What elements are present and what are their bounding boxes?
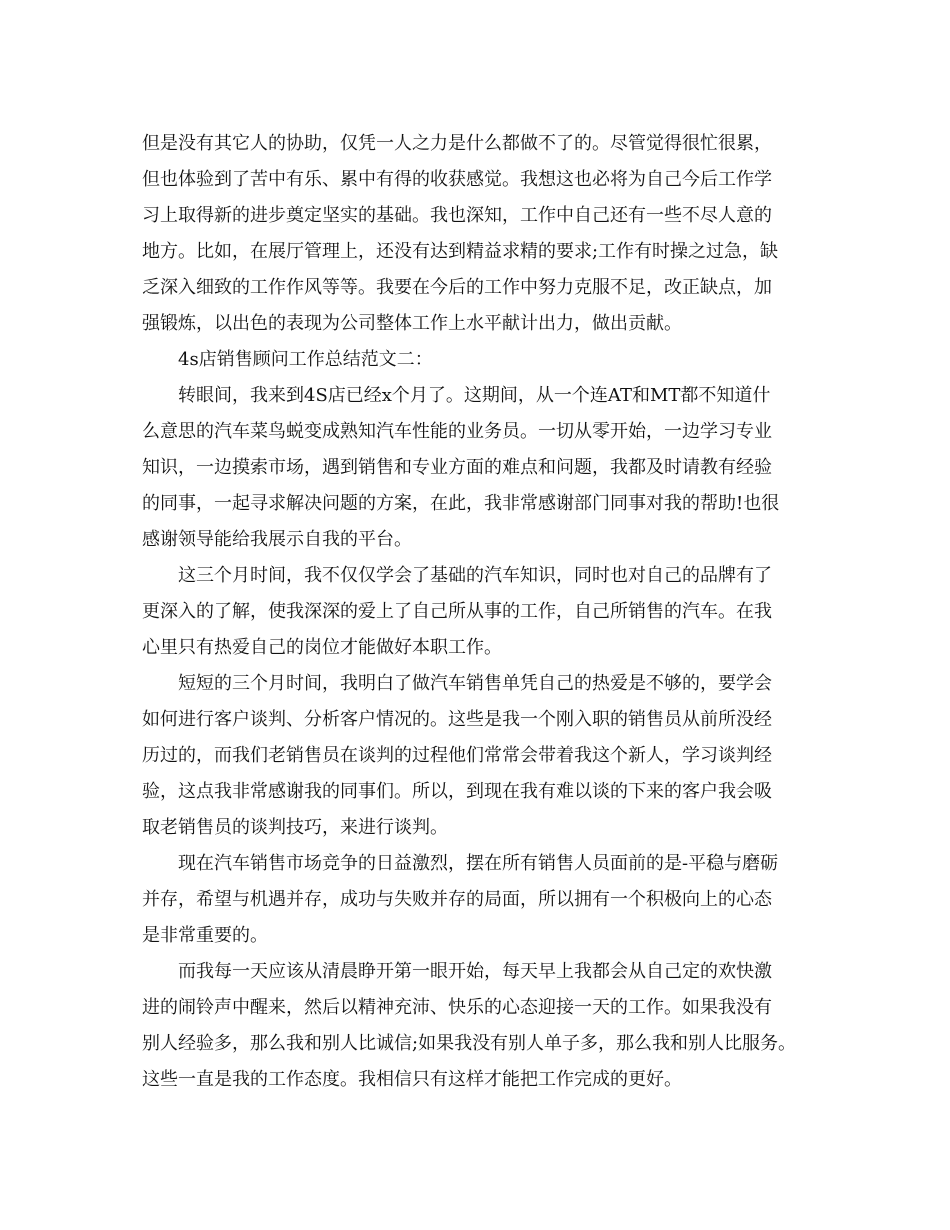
text-line: 强锻炼，以出色的表现为公司整体工作上水平献计出力，做出贡献。 (142, 313, 682, 334)
text-line: 知识，一边摸索市场，遇到销售和专业方面的难点和问题，我都及时请教有经验 (142, 457, 772, 478)
text-line: 乏深入细致的工作作风等等。我要在今后的工作中努力克服不足，改正缺点，加 (142, 277, 772, 298)
text-line: 么意思的汽车菜鸟蜕变成熟知汽车性能的业务员。一切从零开始，一边学习专业 (142, 421, 772, 442)
text-line: 别人经验多，那么我和别人比诚信;如果我没有别人单子多，那么我和别人比服务。 (142, 1033, 797, 1054)
text-line: 并存，希望与机遇并存，成功与失败并存的局面，所以拥有一个积极向上的心态 (142, 889, 772, 910)
text-line: 习上取得新的进步奠定坚实的基础。我也深知，工作中自己还有一些不尽人意的 (142, 205, 772, 226)
text-line: 心里只有热爱自己的岗位才能做好本职工作。 (142, 637, 502, 658)
text-line: 进的闹铃声中醒来，然后以精神充沛、快乐的心态迎接一天的工作。如果我没有 (142, 997, 772, 1018)
text-line: 转眼间，我来到4S店已经x个月了。这期间，从一个连AT和MT都不知道什 (178, 385, 771, 406)
text-line: 短短的三个月时间，我明白了做汽车销售单凭自己的热爱是不够的，要学会 (178, 673, 772, 694)
text-line: 4s店销售顾问工作总结范文二： (178, 349, 433, 370)
text-line: 但也体验到了苦中有乐、累中有得的收获感觉。我想这也必将为自己今后工作学 (142, 169, 772, 190)
text-line: 是非常重要的。 (142, 925, 268, 946)
text-line: 地方。比如，在展厅管理上，还没有达到精益求精的要求;工作有时操之过急，缺 (142, 241, 779, 262)
text-line: 感谢领导能给我展示自我的平台。 (142, 529, 412, 550)
text-line: 而我每一天应该从清晨睁开第一眼开始，每天早上我都会从自己定的欢快激 (178, 961, 772, 982)
text-line: 现在汽车销售市场竞争的日益激烈，摆在所有销售人员面前的是-平稳与磨砺 (178, 853, 779, 874)
text-line: 历过的，而我们老销售员在谈判的过程他们常常会带着我这个新人，学习谈判经 (142, 745, 772, 766)
text-line: 更深入的了解，使我深深的爱上了自己所从事的工作，自己所销售的汽车。在我 (142, 601, 772, 622)
document-body (142, 126, 818, 1098)
text-line: 验，这点我非常感谢我的同事们。所以，到现在我有难以谈的下来的客户我会吸 (142, 781, 772, 802)
text-line: 这些一直是我的工作态度。我相信只有这样才能把工作完成的更好。 (142, 1069, 682, 1090)
text-line: 但是没有其它人的协助，仅凭一人之力是什么都做不了的。尽管觉得很忙很累， (142, 133, 772, 154)
text-line: 取老销售员的谈判技巧，来进行谈判。 (142, 817, 448, 838)
text-line: 的同事，一起寻求解决问题的方案，在此，我非常感谢部门同事对我的帮助!也很 (142, 493, 780, 514)
text-line: 如何进行客户谈判、分析客户情况的。这些是我一个刚入职的销售员从前所没经 (142, 709, 772, 730)
text-line: 这三个月时间，我不仅仅学会了基础的汽车知识，同时也对自己的品牌有了 (178, 565, 772, 586)
